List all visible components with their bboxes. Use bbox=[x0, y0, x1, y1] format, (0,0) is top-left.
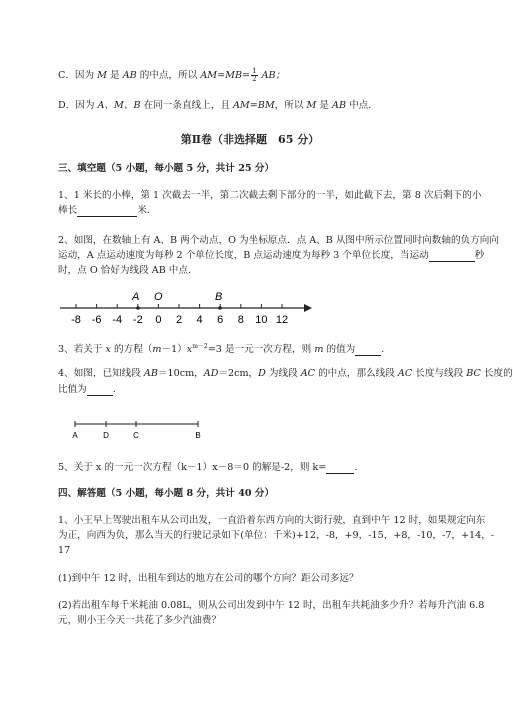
arrow-head-icon bbox=[304, 304, 312, 312]
tick-label: 2 bbox=[175, 314, 183, 326]
q3-line: 3、若关于 x 的方程$(m-1)x^{m-2}=3$ 是一元一次方程，则 m 的值为 ． bbox=[58, 343, 391, 356]
q6-part1: (1)到中午 12 时，出租车到达的地方在公司的哪个方向？距公司多远？ bbox=[58, 573, 359, 584]
tick-label: -8 bbox=[71, 314, 81, 326]
segment-point-label: A bbox=[72, 431, 78, 440]
segment-figure bbox=[66, 416, 216, 442]
number-line-figure bbox=[56, 287, 316, 327]
q6-line2: 为正，向西为负，那么当天的行驶记录如下(单位：千米)+12，-8，+9，-15，+8，-10，-7，+14，- bbox=[58, 530, 495, 541]
q6-part2-line1: (2)若出租车每千米耗油 0.08L，则从公司出发到中午 12 时，出租车共耗油多少升？若每升汽油 6.8 bbox=[58, 600, 485, 611]
q2-line3: 时，点 O 恰好为线段 AB 中点． bbox=[58, 265, 198, 276]
q4-line2: 比值为 ． bbox=[58, 384, 123, 395]
q2-line1: 2、如图，在数轴上有 A、B 两个动点，O 为坐标原点．点 A、B 从图中所示位置同时向数轴的负方向向 bbox=[58, 235, 499, 246]
q6-part2-line2: 元，则小王今天一共花了多少汽油费？ bbox=[58, 615, 222, 626]
tick-label: 10 bbox=[255, 314, 268, 326]
q2-line2: 运动，A 点运动速度为每秒 2 个单位长度，B 点运动速度为每秒 3 个单位长度，当运动 秒 bbox=[58, 250, 485, 261]
point-o-label: O bbox=[154, 291, 163, 303]
point-b-dot bbox=[218, 306, 222, 310]
option-c: C．因为 M 是 AB 的中点，所以 AM=MB= $\frac{1}{2}$ AB； bbox=[58, 67, 286, 83]
tick-label: 4 bbox=[196, 314, 203, 326]
answer-blank[interactable] bbox=[87, 385, 113, 396]
fraction-one-half: $\frac{1}{2}$ bbox=[252, 67, 257, 83]
q4-line1: 4、如图，已知线段 AB＝10cm，AD＝2cm，D 为线段 AC 的中点，那么线段 AC 长度与线段 BC 长度的 bbox=[58, 368, 513, 379]
tick-label: 6 bbox=[217, 314, 224, 326]
segment-point-label: D bbox=[103, 431, 109, 440]
answer-blank[interactable] bbox=[355, 345, 381, 356]
tick-label: 12 bbox=[275, 314, 289, 326]
q6-line1: 1、小王早上驾驶出租车从公司出发，一直沿着东西方向的大街行驶，直到中午 12 时，如果规定向东 bbox=[58, 515, 486, 526]
point-a-label: A bbox=[132, 291, 140, 303]
section-solve-heading: 四、解答题（5 小题，每小题 8 分，共计 40 分） bbox=[58, 488, 275, 499]
segment-point-label: B bbox=[195, 431, 201, 440]
tick-label: 0 bbox=[155, 314, 162, 326]
q1-line1: 1、1 米长的小棒，第 1 次截去一半，第二次截去剩下部分的一半，如此截下去，第 8 次后剩下的小 bbox=[58, 190, 482, 201]
option-d: D．因为 A、M、B 在同一条直线上，且 AM=BM，所以 M 是 AB 中点． bbox=[58, 100, 378, 111]
segment-point-label: C bbox=[133, 431, 139, 440]
tick-label: -6 bbox=[91, 314, 102, 326]
q5-line: 5、关于 x 的一元一次方程（k－1）x－8＝0 的解是-2，则 k= ． bbox=[58, 462, 364, 473]
q1-line2: 棒长 米． bbox=[58, 205, 157, 216]
tick-label: 8 bbox=[237, 314, 244, 326]
section-fill-in-heading: 三、填空题（5 小题，每小题 5 分，共计 25 分） bbox=[58, 163, 275, 174]
answer-blank[interactable] bbox=[77, 206, 137, 217]
point-b-label: B bbox=[215, 291, 223, 303]
tick-label: -4 bbox=[112, 314, 123, 326]
q6-line3: 17 bbox=[58, 545, 71, 556]
part-two-title: 第Ⅱ卷（非选择题 65 分） bbox=[180, 133, 320, 146]
answer-blank[interactable] bbox=[326, 463, 354, 474]
tick-label: -2 bbox=[132, 314, 143, 326]
point-a-dot bbox=[136, 306, 140, 310]
answer-blank[interactable] bbox=[429, 251, 475, 262]
